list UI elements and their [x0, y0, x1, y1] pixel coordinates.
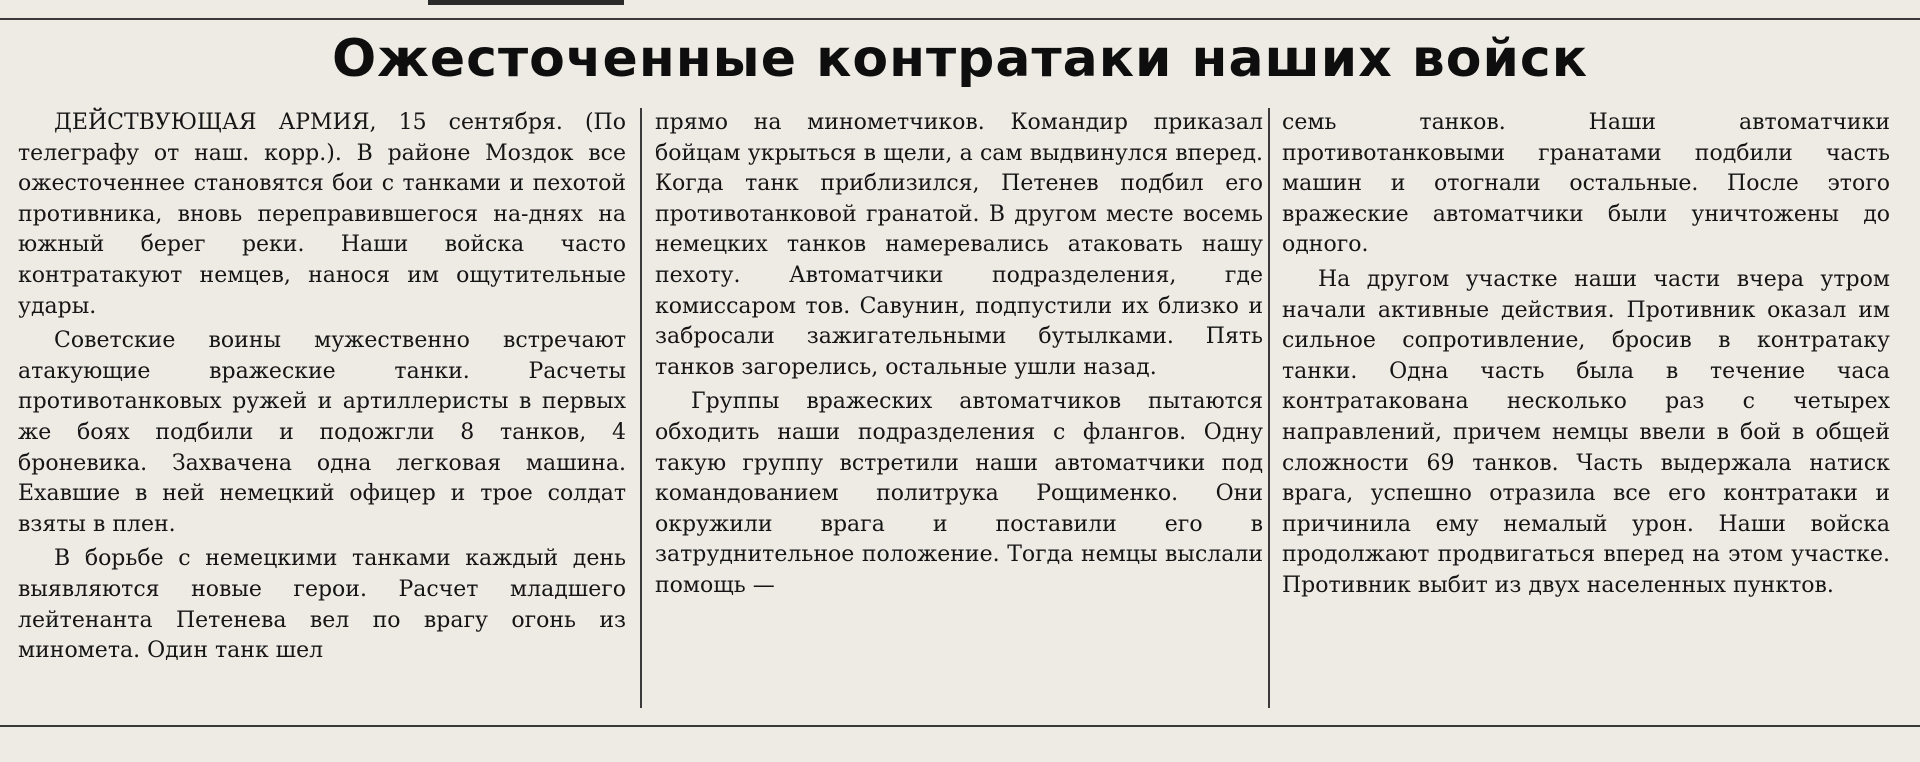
paragraph: Советские воины мужественно встречают атакующие вражеские танки. Расчеты противотанковых ружей и артиллеристы в первых же боях подбили и подожгли 8 танков, 4 броневика. Захвачена одна легковая машина. Ехавшие в ней немецкий офицер и трое солдат взяты в плен.	[18, 328, 626, 537]
article-column-1	[18, 108, 626, 667]
top-rule-fragment	[428, 0, 624, 5]
bottom-rule	[0, 725, 1920, 727]
paragraph: ДЕЙСТВУЮЩАЯ АРМИЯ, 15 сентября. (По телеграфу от наш. корр.). В районе Моздок все ожесточеннее становятся бои с танками и пехотой противника, вновь переправившегося на-днях на южный берег реки. Наши войска часто контратакуют немцев, нанося им ощутительные удары.	[18, 110, 626, 319]
top-rule	[0, 18, 1920, 20]
article-column-2	[655, 108, 1263, 602]
article-body	[0, 108, 1920, 708]
paragraph: Группы вражеских автоматчиков пытаются обходить наши подразделения с флангов. Одну такую группу встретили наши автоматчики под командованием политрука Рощименко. Они окружили врага и поставили его в затруднительное положение. Тогда немцы выслали помощь —	[655, 389, 1263, 598]
article-column-3	[1282, 108, 1890, 602]
paragraph: В борьбе с немецкими танками каждый день выявляются новые герои. Расчет младшего лейтенанта Петенева вел по врагу огонь из миномета. Один танк шел	[18, 546, 626, 664]
paragraph: На другом участке наши части вчера утром начали активные действия. Противник оказал им сильное сопротивление, бросив в контратаку танки. Одна часть была в течение часа контратакована несколько раз с четырех направлений, причем немцы ввели в бой в общей сложности 69 танков. Часть выдержала натиск врага, успешно отразила все его контратаки и причинила ему немалый урон. Наши войска продолжают продвигаться вперед на этом участке. Противник выбит из двух населенных пунктов.	[1282, 266, 1890, 598]
article-headline: Ожесточенные контратаки наших войск	[331, 29, 1589, 89]
paragraph: семь танков. Наши автоматчики противотанковыми гранатами подбили часть машин и отогнали остальные. После этого вражеские автоматчики были уничтожены до одного.	[1282, 110, 1890, 258]
column-divider	[1268, 108, 1270, 708]
column-divider	[640, 108, 642, 708]
paragraph: прямо на минометчиков. Командир приказал бойцам укрыться в щели, а сам выдвинулся вперед. Когда танк приблизился, Петенев подбил его противотанковой гранатой. В другом месте восемь немецких танков намеревались атаковать нашу пехоту. Автоматчики подразделения, где комиссаром тов. Савунин, подпустили их близко и забросали зажигательными бутылками. Пять танков загорелись, остальные ушли назад.	[655, 110, 1263, 380]
